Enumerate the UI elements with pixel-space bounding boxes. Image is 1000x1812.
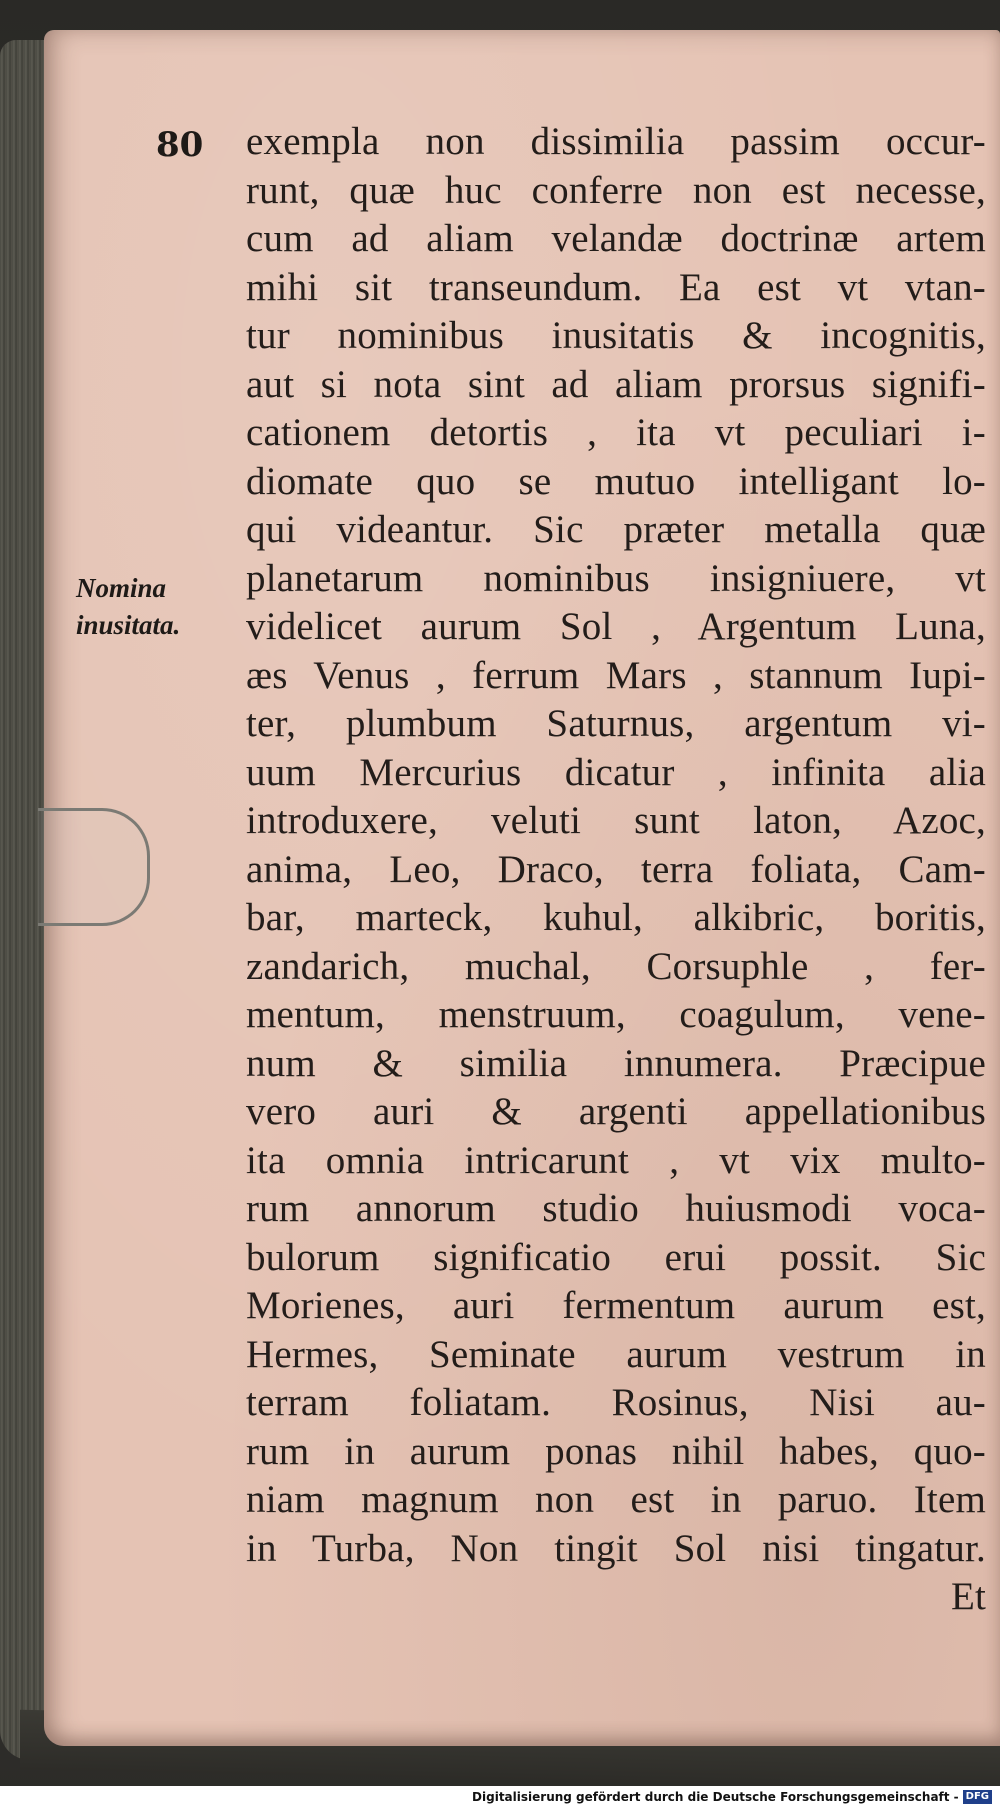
text-line: zandarich, muchal, Corsuphle , fer- bbox=[246, 944, 986, 988]
text-line: mihi sit transeundum. Ea est vt vtan- bbox=[246, 265, 986, 309]
text-line: æs Venus , ferrum Mars , stannum Iupi- bbox=[246, 653, 986, 697]
text-line: in Turba, Non tingit Sol nisi tingatur. bbox=[246, 1526, 986, 1570]
text-line: num & similia innumera. Præcipue bbox=[246, 1041, 986, 1085]
text-line: Morienes, auri fermentum aurum est, bbox=[246, 1284, 986, 1327]
text-line: bar, marteck, kuhul, alkibric, boritis, bbox=[246, 896, 986, 939]
text-line: qui videantur. Sic præter metalla quæ bbox=[246, 508, 986, 551]
catchword: Et bbox=[950, 1575, 986, 1618]
text-line: niam magnum non est in paruo. Item bbox=[246, 1478, 986, 1521]
footer-text: Digitalisierung gefördert durch die Deutsche Forschungsgemeinschaft - bbox=[472, 1790, 959, 1804]
text-line: bulorum significatio erui possit. Sic bbox=[246, 1235, 986, 1279]
text-line: ter, plumbum Saturnus, argentum vi- bbox=[246, 702, 986, 745]
dfg-logo-icon: DFG bbox=[963, 1790, 992, 1804]
text-line: aut si nota sint ad aliam prorsus signifi- bbox=[246, 362, 986, 406]
text-line: videlicet aurum Sol , Argentum Luna, bbox=[246, 605, 986, 648]
text-line: rum in aurum ponas nihil habes, quo- bbox=[246, 1429, 986, 1473]
margin-note-line: inusitata. bbox=[76, 610, 181, 640]
text-line: mentum, menstruum, coagulum, vene- bbox=[246, 993, 986, 1036]
text-line: ita omnia intricarunt , vt vix multo- bbox=[246, 1138, 986, 1182]
text-line: cationem detortis , ita vt peculiari i- bbox=[246, 411, 986, 454]
margin-note-line: Nomina bbox=[76, 573, 167, 603]
page-number: 80 bbox=[156, 125, 204, 165]
text-line: Hermes, Seminate aurum vestrum in bbox=[246, 1332, 986, 1376]
text-line: terram foliatam. Rosinus, Nisi au- bbox=[246, 1381, 986, 1424]
text-line: anima, Leo, Draco, terra foliata, Cam- bbox=[246, 847, 986, 891]
text-line: introduxere, veluti sunt laton, Azoc, bbox=[246, 799, 986, 842]
text-line: vero auri & argenti appellationibus bbox=[246, 1090, 986, 1133]
text-line: cum ad aliam velandæ doctrinæ artem bbox=[246, 217, 986, 260]
text-line: tur nominibus inusitatis & incognitis, bbox=[246, 314, 986, 357]
text-line: rum annorum studio huiusmodi voca- bbox=[246, 1187, 986, 1230]
text-line: runt, quæ huc conferre non est necesse, bbox=[246, 168, 986, 212]
text-line: uum Mercurius dicatur , infinita alia bbox=[246, 750, 986, 794]
page-clip bbox=[38, 808, 150, 926]
text-line: planetarum nominibus insigniuere, vt bbox=[246, 556, 986, 600]
text-line: diomate quo se mutuo intelligant lo- bbox=[246, 459, 986, 503]
body-text bbox=[246, 118, 986, 1622]
text-line: exempla non dissimilia passim occur- bbox=[246, 120, 986, 163]
margin-note bbox=[76, 570, 216, 644]
funding-footer bbox=[472, 1790, 992, 1804]
